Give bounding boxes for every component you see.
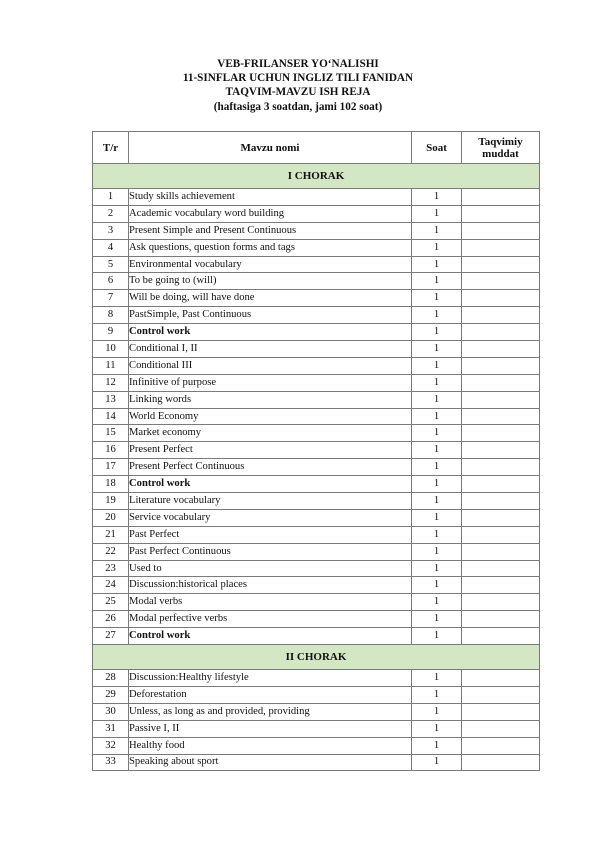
table-row xyxy=(93,442,540,459)
row-hours: 1 xyxy=(412,357,462,374)
row-topic: World Economy xyxy=(129,408,412,425)
row-number: 22 xyxy=(93,543,129,560)
row-topic: Present Perfect Continuous xyxy=(129,459,412,476)
row-topic: Service vocabulary xyxy=(129,509,412,526)
table-row xyxy=(93,341,540,358)
row-number: 17 xyxy=(93,459,129,476)
row-number: 12 xyxy=(93,374,129,391)
row-topic: Will be doing, will have done xyxy=(129,290,412,307)
table-row xyxy=(93,425,540,442)
row-hours: 1 xyxy=(412,526,462,543)
row-hours: 1 xyxy=(412,391,462,408)
row-hours: 1 xyxy=(412,509,462,526)
row-hours: 1 xyxy=(412,459,462,476)
row-date-cell xyxy=(462,703,540,720)
row-number: 11 xyxy=(93,357,129,374)
column-header-number: T/r xyxy=(93,132,129,164)
row-date-cell xyxy=(462,526,540,543)
row-hours: 1 xyxy=(412,273,462,290)
row-topic: Used to xyxy=(129,560,412,577)
row-number: 2 xyxy=(93,205,129,222)
row-date-cell xyxy=(462,543,540,560)
row-number: 15 xyxy=(93,425,129,442)
row-number: 29 xyxy=(93,686,129,703)
section-title: I CHORAK xyxy=(93,164,540,189)
document-heading xyxy=(0,57,596,114)
row-topic: Ask questions, question forms and tags xyxy=(129,239,412,256)
table-row xyxy=(93,560,540,577)
row-number: 16 xyxy=(93,442,129,459)
row-topic: Present Perfect xyxy=(129,442,412,459)
row-number: 21 xyxy=(93,526,129,543)
table-row xyxy=(93,476,540,493)
row-number: 8 xyxy=(93,307,129,324)
table-row xyxy=(93,493,540,510)
row-number: 25 xyxy=(93,594,129,611)
row-topic: Literature vocabulary xyxy=(129,493,412,510)
row-hours: 1 xyxy=(412,256,462,273)
row-topic: Passive I, II xyxy=(129,720,412,737)
row-hours: 1 xyxy=(412,374,462,391)
row-topic: To be going to (will) xyxy=(129,273,412,290)
column-header-date xyxy=(462,132,540,164)
table-row xyxy=(93,239,540,256)
row-date-cell xyxy=(462,256,540,273)
row-topic: Discussion:historical places xyxy=(129,577,412,594)
row-date-cell xyxy=(462,594,540,611)
row-hours: 1 xyxy=(412,686,462,703)
row-date-cell xyxy=(462,374,540,391)
table-row xyxy=(93,594,540,611)
row-topic: Past Perfect Continuous xyxy=(129,543,412,560)
heading-line-2: 11-SINFLAR UCHUN INGLIZ TILI FANIDAN xyxy=(182,72,414,85)
row-date-cell xyxy=(462,686,540,703)
row-date-cell xyxy=(462,273,540,290)
row-hours: 1 xyxy=(412,189,462,206)
heading-line-3: TAQVIM-MAVZU ISH REJA xyxy=(225,86,371,99)
row-topic: Linking words xyxy=(129,391,412,408)
row-date-cell xyxy=(462,324,540,341)
row-hours: 1 xyxy=(412,307,462,324)
row-date-cell xyxy=(462,307,540,324)
row-number: 24 xyxy=(93,577,129,594)
table-row xyxy=(93,307,540,324)
column-header-topic: Mavzu nomi xyxy=(129,132,412,164)
row-date-cell xyxy=(462,670,540,687)
row-date-cell xyxy=(462,628,540,645)
row-hours: 1 xyxy=(412,754,462,771)
row-number: 33 xyxy=(93,754,129,771)
row-topic: Conditional III xyxy=(129,357,412,374)
row-date-cell xyxy=(462,459,540,476)
row-number: 14 xyxy=(93,408,129,425)
row-topic: Modal verbs xyxy=(129,594,412,611)
row-number: 4 xyxy=(93,239,129,256)
table-row xyxy=(93,205,540,222)
row-topic: Modal perfective verbs xyxy=(129,611,412,628)
row-date-cell xyxy=(462,357,540,374)
column-header-date-line1: Taqvimiy xyxy=(478,135,523,148)
table-row xyxy=(93,290,540,307)
table-row xyxy=(93,720,540,737)
row-number: 9 xyxy=(93,324,129,341)
row-date-cell xyxy=(462,509,540,526)
row-topic: Market economy xyxy=(129,425,412,442)
row-date-cell xyxy=(462,391,540,408)
row-date-cell xyxy=(462,425,540,442)
table-row xyxy=(93,509,540,526)
table-row xyxy=(93,628,540,645)
table-row xyxy=(93,577,540,594)
row-hours: 1 xyxy=(412,703,462,720)
row-hours: 1 xyxy=(412,628,462,645)
column-header-date-line2: muddat xyxy=(482,147,519,160)
row-date-cell xyxy=(462,290,540,307)
row-number: 32 xyxy=(93,737,129,754)
row-number: 30 xyxy=(93,703,129,720)
row-number: 10 xyxy=(93,341,129,358)
row-number: 6 xyxy=(93,273,129,290)
row-date-cell xyxy=(462,754,540,771)
table-row xyxy=(93,374,540,391)
row-hours: 1 xyxy=(412,670,462,687)
row-date-cell xyxy=(462,560,540,577)
row-topic: Healthy food xyxy=(129,737,412,754)
table-row xyxy=(93,670,540,687)
row-number: 13 xyxy=(93,391,129,408)
row-topic: Study skills achievement xyxy=(129,189,412,206)
row-topic: Academic vocabulary word building xyxy=(129,205,412,222)
row-topic: Control work xyxy=(129,628,412,645)
table-header-row xyxy=(93,132,540,164)
row-date-cell xyxy=(462,577,540,594)
table-row xyxy=(93,543,540,560)
row-number: 27 xyxy=(93,628,129,645)
row-topic: Control work xyxy=(129,476,412,493)
row-topic: Speaking about sport xyxy=(129,754,412,771)
row-hours: 1 xyxy=(412,205,462,222)
table-row xyxy=(93,357,540,374)
row-number: 20 xyxy=(93,509,129,526)
row-date-cell xyxy=(462,408,540,425)
row-topic: PastSimple, Past Continuous xyxy=(129,307,412,324)
row-number: 26 xyxy=(93,611,129,628)
section-row xyxy=(93,164,540,189)
row-topic: Infinitive of purpose xyxy=(129,374,412,391)
row-topic: Unless, as long as and provided, providing xyxy=(129,703,412,720)
table-row xyxy=(93,273,540,290)
row-number: 18 xyxy=(93,476,129,493)
heading-line-1: VEB-FRILANSER YO‘NALISHI xyxy=(217,58,379,70)
row-date-cell xyxy=(462,611,540,628)
row-hours: 1 xyxy=(412,543,462,560)
row-hours: 1 xyxy=(412,594,462,611)
row-hours: 1 xyxy=(412,408,462,425)
row-topic: Conditional I, II xyxy=(129,341,412,358)
row-number: 7 xyxy=(93,290,129,307)
section-row xyxy=(93,645,540,670)
heading-line-4: (haftasiga 3 soatdan, jami 102 soat) xyxy=(213,100,383,113)
row-topic: Discussion:Healthy lifestyle xyxy=(129,670,412,687)
table-row xyxy=(93,686,540,703)
row-number: 3 xyxy=(93,222,129,239)
table-row xyxy=(93,189,540,206)
table-row xyxy=(93,408,540,425)
row-date-cell xyxy=(462,239,540,256)
table-row xyxy=(93,391,540,408)
row-hours: 1 xyxy=(412,425,462,442)
table-row xyxy=(93,256,540,273)
lesson-plan-table xyxy=(92,131,540,771)
row-hours: 1 xyxy=(412,737,462,754)
row-number: 1 xyxy=(93,189,129,206)
row-date-cell xyxy=(462,341,540,358)
row-hours: 1 xyxy=(412,442,462,459)
row-number: 31 xyxy=(93,720,129,737)
row-hours: 1 xyxy=(412,341,462,358)
table-row xyxy=(93,222,540,239)
row-topic: Control work xyxy=(129,324,412,341)
row-hours: 1 xyxy=(412,577,462,594)
row-number: 5 xyxy=(93,256,129,273)
row-hours: 1 xyxy=(412,476,462,493)
table-row xyxy=(93,703,540,720)
row-hours: 1 xyxy=(412,720,462,737)
table-row xyxy=(93,611,540,628)
row-hours: 1 xyxy=(412,290,462,307)
row-topic: Past Perfect xyxy=(129,526,412,543)
row-date-cell xyxy=(462,493,540,510)
row-date-cell xyxy=(462,205,540,222)
row-hours: 1 xyxy=(412,222,462,239)
row-date-cell xyxy=(462,442,540,459)
row-hours: 1 xyxy=(412,493,462,510)
row-hours: 1 xyxy=(412,611,462,628)
row-topic: Present Simple and Present Continuous xyxy=(129,222,412,239)
table-row xyxy=(93,737,540,754)
row-hours: 1 xyxy=(412,324,462,341)
row-date-cell xyxy=(462,737,540,754)
row-date-cell xyxy=(462,189,540,206)
row-number: 19 xyxy=(93,493,129,510)
row-hours: 1 xyxy=(412,560,462,577)
row-number: 23 xyxy=(93,560,129,577)
table-row xyxy=(93,526,540,543)
table-row xyxy=(93,459,540,476)
column-header-hours: Soat xyxy=(412,132,462,164)
row-date-cell xyxy=(462,476,540,493)
table-row xyxy=(93,754,540,771)
row-hours: 1 xyxy=(412,239,462,256)
table-body xyxy=(93,164,540,771)
row-topic: Deforestation xyxy=(129,686,412,703)
row-date-cell xyxy=(462,720,540,737)
row-number: 28 xyxy=(93,670,129,687)
section-title: II CHORAK xyxy=(93,645,540,670)
table-row xyxy=(93,324,540,341)
row-topic: Environmental vocabulary xyxy=(129,256,412,273)
row-date-cell xyxy=(462,222,540,239)
